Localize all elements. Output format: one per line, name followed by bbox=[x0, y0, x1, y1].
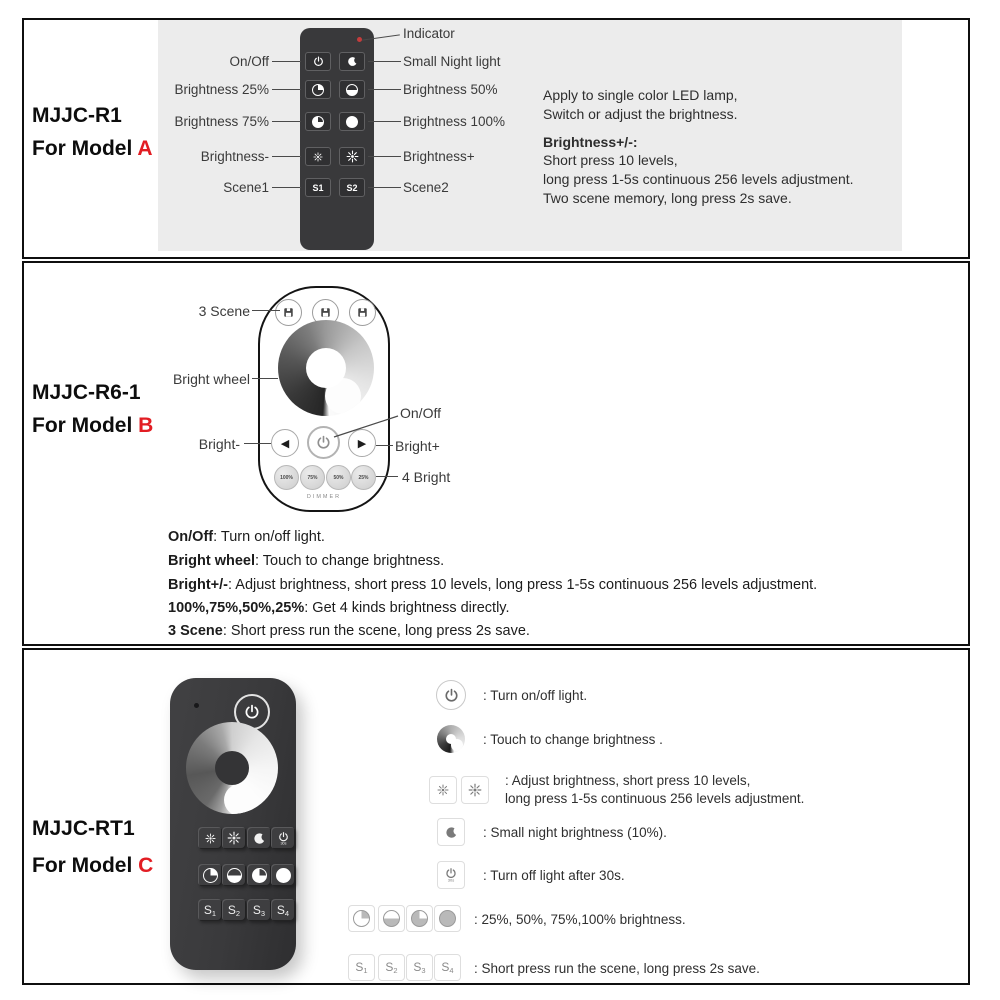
label-brightness-75: Brightness 75% bbox=[174, 114, 269, 129]
scene-letter: S bbox=[385, 960, 394, 974]
scene-sub: 1 bbox=[363, 966, 368, 975]
sun-bright-legend-icon bbox=[461, 776, 489, 804]
feature-text: : Get 4 kinds brightness directly. bbox=[304, 600, 510, 616]
model-c-title bbox=[32, 810, 153, 884]
brightness-plus-button[interactable] bbox=[222, 827, 246, 849]
for-model-text: For Model bbox=[32, 414, 139, 437]
label-brightness-plus: Brightness+ bbox=[403, 149, 475, 164]
intro-line: Switch or adjust the brightness. bbox=[543, 106, 738, 122]
brightness-50-button[interactable] bbox=[222, 864, 246, 886]
brightness-25-button[interactable] bbox=[305, 80, 331, 99]
adjust-line-2: long press 1-5s continuous 256 levels adjustment. bbox=[505, 791, 805, 806]
label-indicator: Indicator bbox=[403, 26, 455, 41]
pie-75-icon bbox=[252, 868, 267, 883]
bright-wheel[interactable] bbox=[186, 722, 278, 814]
bright-wheel[interactable] bbox=[278, 320, 374, 416]
feature-label: Bright wheel bbox=[168, 553, 256, 569]
moon-icon bbox=[253, 832, 266, 845]
scene-sub: 4 bbox=[284, 908, 290, 918]
wheel-thumb bbox=[224, 784, 256, 814]
wheel-legend-icon bbox=[437, 725, 465, 753]
feature-text: : Turn on/off light. bbox=[213, 529, 325, 545]
label-scene1: Scene1 bbox=[223, 180, 269, 195]
row-adjust-text bbox=[505, 772, 804, 808]
brightness-minus-button[interactable] bbox=[198, 827, 222, 849]
wheel-hole bbox=[446, 734, 456, 744]
pie-100-icon bbox=[439, 910, 456, 927]
save-icon bbox=[319, 306, 332, 319]
pie-50-icon bbox=[227, 868, 242, 883]
row-wheel-text: : Touch to change brightness . bbox=[483, 732, 663, 747]
label-onoff: On/Off bbox=[400, 405, 441, 421]
sun-dim-icon bbox=[313, 152, 323, 162]
for-model-text: For Model bbox=[32, 137, 138, 160]
sun-bright-icon bbox=[468, 783, 482, 797]
remote-r1-body bbox=[300, 28, 374, 250]
desc-line: Short press 10 levels, bbox=[543, 152, 678, 168]
bright-75-label: 75% bbox=[307, 474, 318, 481]
scene-letter: S bbox=[252, 902, 261, 917]
power-legend-icon bbox=[436, 680, 466, 710]
sun-dim-icon bbox=[437, 784, 449, 796]
brightness-25-button[interactable] bbox=[198, 864, 222, 886]
label-brightness-50: Brightness 50% bbox=[403, 82, 498, 97]
feature-onoff bbox=[168, 527, 325, 547]
label-onoff: On/Off bbox=[229, 54, 269, 69]
pie-100-icon bbox=[346, 116, 358, 128]
bright-25-label: 25% bbox=[358, 474, 369, 481]
connector-line bbox=[376, 476, 398, 477]
wheel-hole bbox=[215, 751, 249, 785]
power-icon bbox=[244, 704, 260, 720]
label-4-bright: 4 Bright bbox=[402, 469, 451, 485]
connector-line bbox=[252, 378, 278, 379]
sun-bright-icon bbox=[227, 831, 241, 845]
bright-minus-button[interactable] bbox=[271, 429, 299, 457]
scene2-legend-icon bbox=[378, 954, 405, 981]
remote-r6-body bbox=[258, 286, 390, 512]
connector-line-onoff bbox=[324, 408, 404, 443]
connector-line bbox=[272, 187, 301, 188]
bright-75-button[interactable] bbox=[300, 465, 325, 490]
scene3-legend-icon bbox=[406, 954, 433, 981]
power-30s-icon bbox=[443, 867, 459, 883]
pie-100-icon bbox=[276, 868, 291, 883]
section-model-a bbox=[22, 18, 970, 259]
scene-letter: S bbox=[203, 902, 212, 917]
label-bright-plus: Bright+ bbox=[395, 438, 440, 454]
feature-percents bbox=[168, 598, 510, 618]
scene1-button[interactable] bbox=[198, 899, 222, 921]
for-model-text: For Model bbox=[32, 854, 139, 877]
bright-50-button[interactable] bbox=[326, 465, 351, 490]
gray-panel bbox=[158, 20, 902, 251]
scene1-legend-icon bbox=[348, 954, 375, 981]
scene-letter: S bbox=[441, 960, 450, 974]
model-letter-c: C bbox=[138, 854, 154, 877]
scene-letter: S bbox=[413, 960, 422, 974]
label-bright-minus: Bright- bbox=[198, 436, 240, 452]
scene2-button-label: S2 bbox=[346, 182, 358, 193]
scene-sub: 2 bbox=[235, 908, 241, 918]
brightness-minus-button[interactable] bbox=[305, 147, 331, 166]
connector-line bbox=[368, 61, 401, 62]
label-bright-wheel: Bright wheel bbox=[172, 371, 250, 387]
night-light-button[interactable] bbox=[339, 52, 365, 71]
scene2-button[interactable] bbox=[222, 899, 246, 921]
scene2-button[interactable] bbox=[339, 178, 365, 197]
model-letter-b: B bbox=[138, 414, 154, 437]
connector-line bbox=[272, 61, 301, 62]
connector-line bbox=[252, 310, 280, 311]
model-a-brightness-desc bbox=[543, 151, 854, 208]
feature-text: : Adjust brightness, short press 10 levels, long press 1-5s continuous 256 levels adjustment. bbox=[228, 577, 818, 593]
brightness-100-button[interactable] bbox=[339, 112, 365, 131]
model-c-name: MJJC-RT1 bbox=[32, 817, 135, 840]
brightness-75-button[interactable] bbox=[247, 864, 271, 886]
connector-line bbox=[376, 445, 393, 446]
power-icon bbox=[313, 56, 324, 67]
sun-dim-legend-icon bbox=[429, 776, 457, 804]
label-small-night-light: Small Night light bbox=[403, 54, 501, 69]
feature-text: : Touch to change brightness. bbox=[255, 553, 445, 569]
night-light-button[interactable] bbox=[247, 827, 271, 849]
feature-wheel bbox=[168, 551, 444, 571]
feature-label: Bright+/- bbox=[168, 577, 229, 593]
save-icon bbox=[356, 306, 369, 319]
feature-label: 3 Scene bbox=[168, 623, 223, 639]
brightness-75-button[interactable] bbox=[305, 112, 331, 131]
label-3-scene: 3 Scene bbox=[198, 303, 250, 319]
connector-line bbox=[368, 156, 401, 157]
pie-50-icon bbox=[383, 910, 400, 927]
pie-75-icon bbox=[312, 116, 324, 128]
adjust-line-1: : Adjust brightness, short press 10 levels, bbox=[505, 773, 751, 788]
label-brightness-25: Brightness 25% bbox=[174, 82, 269, 97]
feature-text: : Short press run the scene, long press 2s save. bbox=[222, 623, 530, 639]
connector-line bbox=[368, 89, 401, 90]
connector-line bbox=[244, 443, 271, 444]
sun-bright-icon bbox=[346, 150, 359, 163]
model-a-intro bbox=[543, 86, 738, 124]
pie-25-icon bbox=[312, 84, 324, 96]
bright-100-label: 100% bbox=[280, 474, 293, 481]
scene-letter: S bbox=[227, 902, 236, 917]
model-b-title bbox=[32, 376, 153, 442]
model-a-title bbox=[32, 99, 153, 165]
scene-button-1[interactable] bbox=[275, 299, 302, 326]
model-a-name: MJJC-R1 bbox=[32, 104, 122, 127]
model-letter-a: A bbox=[137, 137, 153, 160]
feature-bright bbox=[168, 575, 817, 595]
model-b-name: MJJC-R6-1 bbox=[32, 381, 141, 404]
timer-legend-icon bbox=[437, 861, 465, 889]
row-onoff-text: : Turn on/off light. bbox=[483, 688, 588, 703]
row-percent-text: : 25%, 50%, 75%,100% brightness. bbox=[474, 912, 686, 927]
remote-rt1-body bbox=[170, 678, 296, 970]
timer-off-button[interactable] bbox=[271, 827, 295, 849]
scene3-button[interactable] bbox=[247, 899, 271, 921]
dimmer-text: DIMMER bbox=[306, 494, 342, 500]
row-night-text: : Small night brightness (10%). bbox=[483, 825, 667, 840]
pie-75-legend-icon bbox=[406, 905, 433, 932]
wheel-hole bbox=[306, 348, 346, 388]
brightness-100-button[interactable] bbox=[271, 864, 295, 886]
feature-scene bbox=[168, 621, 530, 641]
row-timer-text: : Turn off light after 30s. bbox=[483, 868, 625, 883]
pie-50-icon bbox=[346, 84, 358, 96]
pie-25-icon bbox=[203, 868, 218, 883]
section-model-b bbox=[22, 261, 970, 646]
label-brightness-minus: Brightness- bbox=[200, 149, 269, 164]
pie-100-legend-icon bbox=[434, 905, 461, 932]
feature-label: 100%,75%,50%,25% bbox=[168, 600, 305, 616]
scene4-button[interactable] bbox=[271, 899, 295, 921]
desc-line: long press 1-5s continuous 256 levels adjustment. bbox=[543, 171, 854, 187]
save-icon bbox=[282, 306, 295, 319]
scene-sub: 3 bbox=[421, 966, 426, 975]
power-30s-icon bbox=[276, 831, 291, 846]
brightness-50-button[interactable] bbox=[339, 80, 365, 99]
scene-sub: 1 bbox=[211, 908, 217, 918]
section-model-c bbox=[22, 648, 970, 985]
desc-line: Two scene memory, long press 2s save. bbox=[543, 190, 792, 206]
scene-button-3[interactable] bbox=[349, 299, 376, 326]
scene4-legend-icon bbox=[434, 954, 461, 981]
power-icon bbox=[444, 688, 459, 703]
scene1-button[interactable] bbox=[305, 178, 331, 197]
connector-line bbox=[272, 121, 301, 122]
moon-icon bbox=[347, 56, 358, 67]
pie-25-legend-icon bbox=[348, 905, 375, 932]
sun-dim-icon bbox=[205, 833, 216, 844]
bright-100-button[interactable] bbox=[274, 465, 299, 490]
connector-line bbox=[272, 89, 301, 90]
brightness-plus-button[interactable] bbox=[339, 147, 365, 166]
connector-line bbox=[368, 121, 401, 122]
moon-legend-icon bbox=[437, 818, 465, 846]
onoff-button[interactable] bbox=[305, 52, 331, 71]
scene-letter: S bbox=[276, 902, 285, 917]
connector-line bbox=[272, 156, 301, 157]
timer-30s-text: 30s bbox=[447, 877, 455, 883]
brightness-heading: Brightness+/-: bbox=[543, 134, 638, 150]
left-triangle-icon: ◀ bbox=[280, 437, 290, 450]
right-triangle-icon: ▶ bbox=[357, 437, 367, 450]
label-brightness-100: Brightness 100% bbox=[403, 114, 506, 129]
scene-sub: 3 bbox=[260, 908, 266, 918]
intro-line: Apply to single color LED lamp, bbox=[543, 87, 738, 103]
scene-letter: S bbox=[355, 960, 364, 974]
bright-50-label: 50% bbox=[333, 474, 344, 481]
scene1-button-label: S1 bbox=[312, 182, 324, 193]
timer-30s-text: 30s bbox=[279, 840, 287, 845]
pie-75-icon bbox=[411, 910, 428, 927]
indicator-led bbox=[194, 703, 199, 708]
pie-25-icon bbox=[353, 910, 370, 927]
pie-50-legend-icon bbox=[378, 905, 405, 932]
connector-line bbox=[368, 187, 401, 188]
bright-25-button[interactable] bbox=[351, 465, 376, 490]
feature-label: On/Off bbox=[168, 529, 214, 545]
moon-icon bbox=[445, 826, 458, 839]
scene-sub: 2 bbox=[393, 966, 398, 975]
label-scene2: Scene2 bbox=[403, 180, 449, 195]
scene-sub: 4 bbox=[449, 966, 454, 975]
row-scene-text: : Short press run the scene, long press 2s save. bbox=[474, 961, 760, 976]
